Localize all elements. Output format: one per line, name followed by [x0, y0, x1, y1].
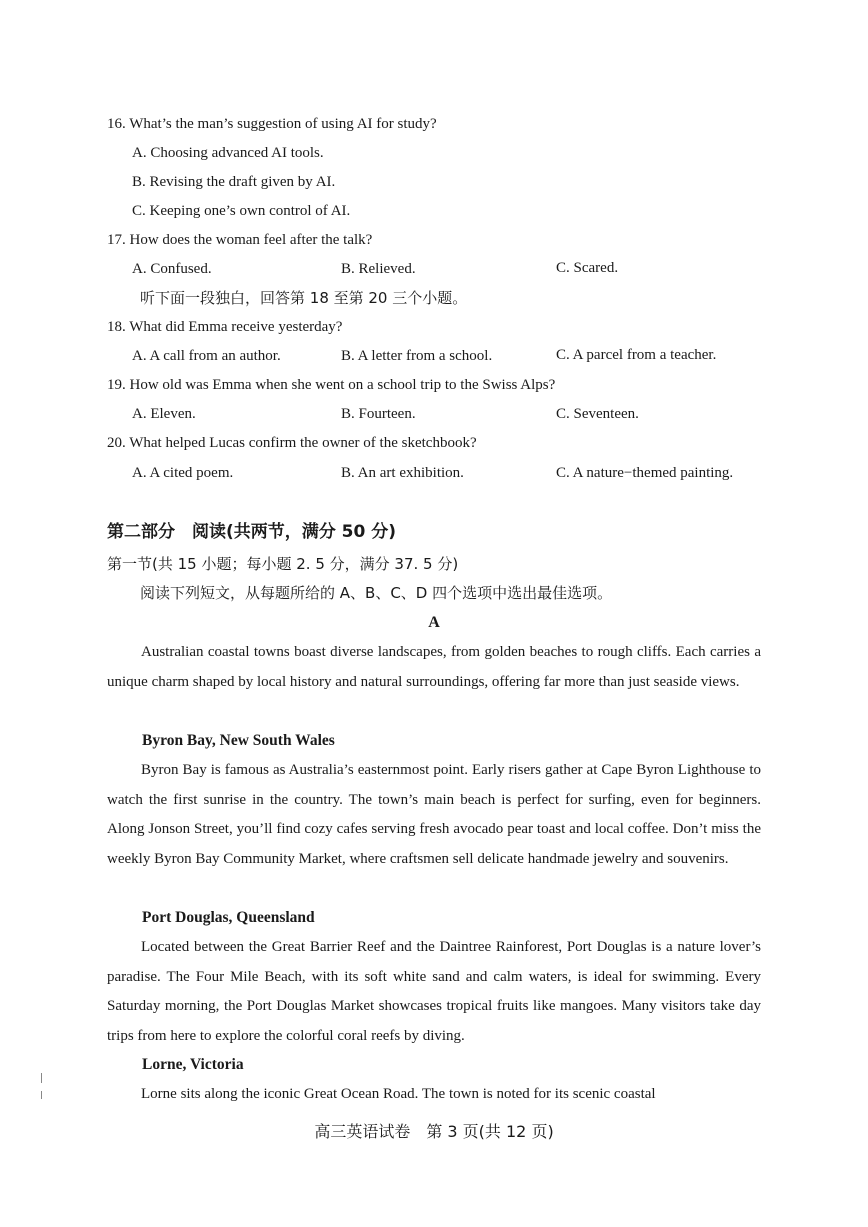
question-16-stem: 16. What’s the man’s suggestion of using AI for study?: [107, 116, 437, 132]
question-18-option-a: A. A call from an author.: [132, 348, 281, 364]
passage-intro-text: Australian coastal towns boast diverse landscapes, from golden beaches to rough cliffs. Each carries a unique charm shaped by local history and natural surroundings, offering far more than just seaside views.: [107, 644, 761, 690]
question-17-option-a: A. Confused.: [132, 261, 212, 277]
town-paragraph-byron-bay: [107, 756, 761, 874]
question-19-option-b: B. Fourteen.: [341, 406, 416, 422]
reading-instruction: 阅读下列短文，从每题所给的 A、B、C、D 四个选项中选出最佳选项。: [140, 584, 613, 602]
question-19-option-c: C. Seventeen.: [556, 406, 639, 422]
section1-title: 第一节(共 15 小题；每小题 2. 5 分，满分 37. 5 分): [107, 555, 459, 573]
question-16-option-b: B. Revising the draft given by AI.: [132, 174, 336, 190]
town-heading-port-douglas: Port Douglas, Queensland: [142, 909, 315, 926]
question-18-option-b: B. A letter from a school.: [341, 348, 493, 364]
question-19-stem: 19. How old was Emma when she went on a school trip to the Swiss Alps?: [107, 377, 556, 393]
town-heading-byron-bay: Byron Bay, New South Wales: [142, 732, 335, 749]
town-text-port-douglas: Located between the Great Barrier Reef and the Daintree Rainforest, Port Douglas is a nature lover’s paradise. The Four Mile Beach, with its soft white sand and calm waters, is ideal for swimming. Every Saturday morning, the Port Douglas Market showcases tropical fruits like mangoes. Many visitors take day trips from here to explore the colorful coral reefs by diving.: [107, 939, 761, 1044]
town-text-lorne: Lorne sits along the iconic Great Ocean Road. The town is noted for its scenic coastal: [141, 1086, 656, 1102]
town-text-byron-bay: Byron Bay is famous as Australia’s easternmost point. Early risers gather at Cape Byron Lighthouse to watch the first sunrise in the country. The town’s main beach is perfect for surfing, even for beginners. Along Jonson Street, you’ll find cozy cafes serving fresh avocado pear toast and local coffee. Don’t miss the weekly Byron Bay Community Market, where craftsmen sell delicate handmade jewelry and souvenirs.: [107, 762, 761, 867]
town-paragraph-port-douglas: [107, 933, 761, 1051]
question-19-option-a: A. Eleven.: [132, 406, 196, 422]
passage-letter: A: [428, 614, 440, 631]
binding-margin-mark: [41, 1091, 42, 1099]
question-17-option-c: C. Scared.: [556, 260, 619, 276]
binding-margin-mark: [41, 1073, 42, 1083]
page-footer: 高三英语试卷 第 3 页(共 12 页): [314, 1122, 554, 1141]
question-20-option-b: B. An art exhibition.: [341, 465, 464, 481]
question-16-option-c: C. Keeping one’s own control of AI.: [132, 203, 351, 219]
question-18-stem: 18. What did Emma receive yesterday?: [107, 319, 343, 335]
question-16-option-a: A. Choosing advanced AI tools.: [132, 145, 324, 161]
question-17-option-b: B. Relieved.: [341, 261, 416, 277]
town-paragraph-lorne: [107, 1080, 761, 1110]
town-heading-lorne: Lorne, Victoria: [142, 1056, 244, 1073]
question-20-option-c: C. A nature−themed painting.: [556, 465, 734, 481]
passage-intro: [107, 638, 761, 697]
part2-title: 第二部分 阅读(共两节，满分 50 分): [107, 522, 397, 542]
question-20-option-a: A. A cited poem.: [132, 465, 234, 481]
question-20-stem: 20. What helped Lucas confirm the owner of the sketchbook?: [107, 435, 477, 451]
monologue-instruction: 听下面一段独白，回答第 18 至第 20 三个小题。: [140, 289, 468, 307]
question-17-stem: 17. How does the woman feel after the talk?: [107, 232, 373, 248]
question-18-option-c: C. A parcel from a teacher.: [556, 347, 717, 363]
